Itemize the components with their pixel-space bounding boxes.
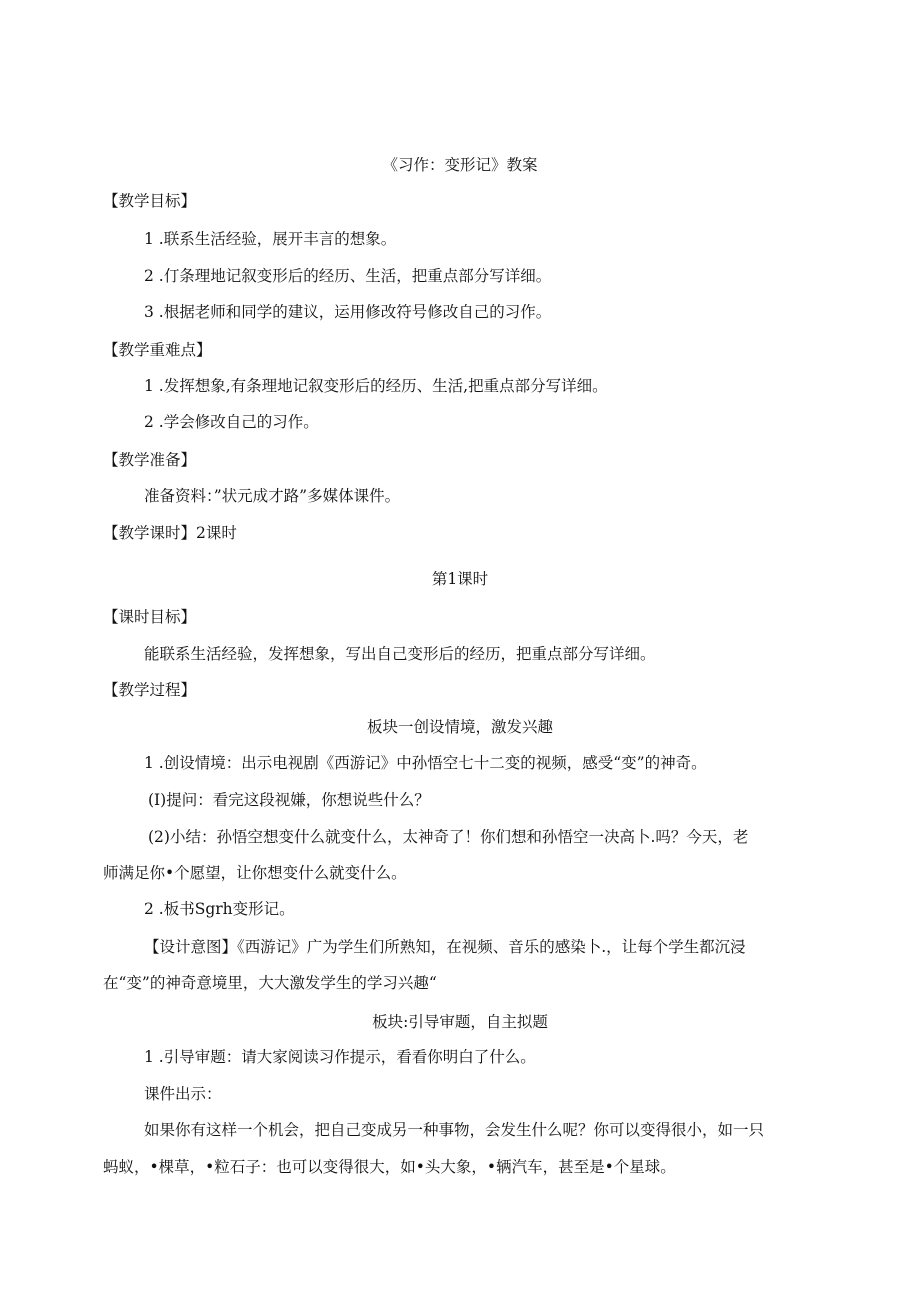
design-intent-line-1: 【设计意图】《西游记》广为学生们所熟知，在视频、音乐的感染卜.，让每个学生都沉浸 [144,938,746,956]
courseware-label: 课件出示： [144,1085,222,1103]
lesson-goal-text: 能联系生活经验，发挥想象，写出自己变形后的经历，把重点部分写详细。 [144,645,656,663]
block2-title: 板块:引导审题，自主拟题 [372,1013,548,1031]
objective-item-1: 1 .联系生活经验，展开丰言的想象。 [144,230,397,248]
block1-sub-2-line-1: (2)小结：孙悟空想变什么就变什么，太神奇了！你们想和孙悟空一决高卜.吗？今天，老 [148,828,749,846]
design-intent-line-2: 在“变”的神奇意境里，大大激发学生的学习兴趣“ [103,974,437,992]
block1-item-2: 2 .板书Sgrh变形记。 [144,900,295,918]
process-heading: 【教学过程】 [103,681,197,699]
objective-item-2: 2 .仃条理地记叙变形后的经历、生活，把重点部分写详细。 [144,267,552,285]
block1-sub-1: (I)提问：看完这段视嫌，你想说些什么？ [148,791,430,809]
block1-sub-2-line-2: 师满足你•个愿望，让你想变什么就变什么。 [103,864,407,882]
prep-heading: 【教学准备】 [103,451,197,469]
hours-line: 【教学课时】2课时 [103,524,237,542]
courseware-line-2: 蚂蚁，•棵草，•粒石子：也可以变得很大，如•头大象，•辆汽车，甚至是•个星球。 [103,1158,676,1176]
block2-item-1: 1 .引导审题：请大家阅读习作提示，看看你明白了什么。 [144,1048,536,1066]
objectives-heading: 【教学目标】 [103,192,197,210]
lesson-title: 第1课时 [431,570,489,588]
document-title: 《习作：变形记》教案 [382,156,538,174]
key-point-item-2: 2 .学会修改自己的习作。 [144,413,319,431]
courseware-line-1: 如果你有这样一个机会，把自己变成另一种事物，会发生什么呢？你可以变得很小，如一只 [144,1121,765,1139]
key-point-item-1: 1 .发挥想象,有条理地记叙变形后的经历、生活,把重点部分写详细。 [144,377,608,395]
key-points-heading: 【教学重难点】 [103,341,212,359]
lesson-goal-heading: 【课时目标】 [103,608,197,626]
block1-item-1: 1 .创设情境：出示电视剧《西游记》中孙悟空七十二变的视频，感受“变”的神奇。 [144,754,707,772]
block1-title: 板块一创设情境，激发兴趣 [366,718,553,736]
objective-item-3: 3 .根据老师和同学的建议，运用修改符号修改自己的习作。 [144,303,552,321]
prep-text: 准备资料：”状元成才路”多媒体课件。 [144,487,401,505]
